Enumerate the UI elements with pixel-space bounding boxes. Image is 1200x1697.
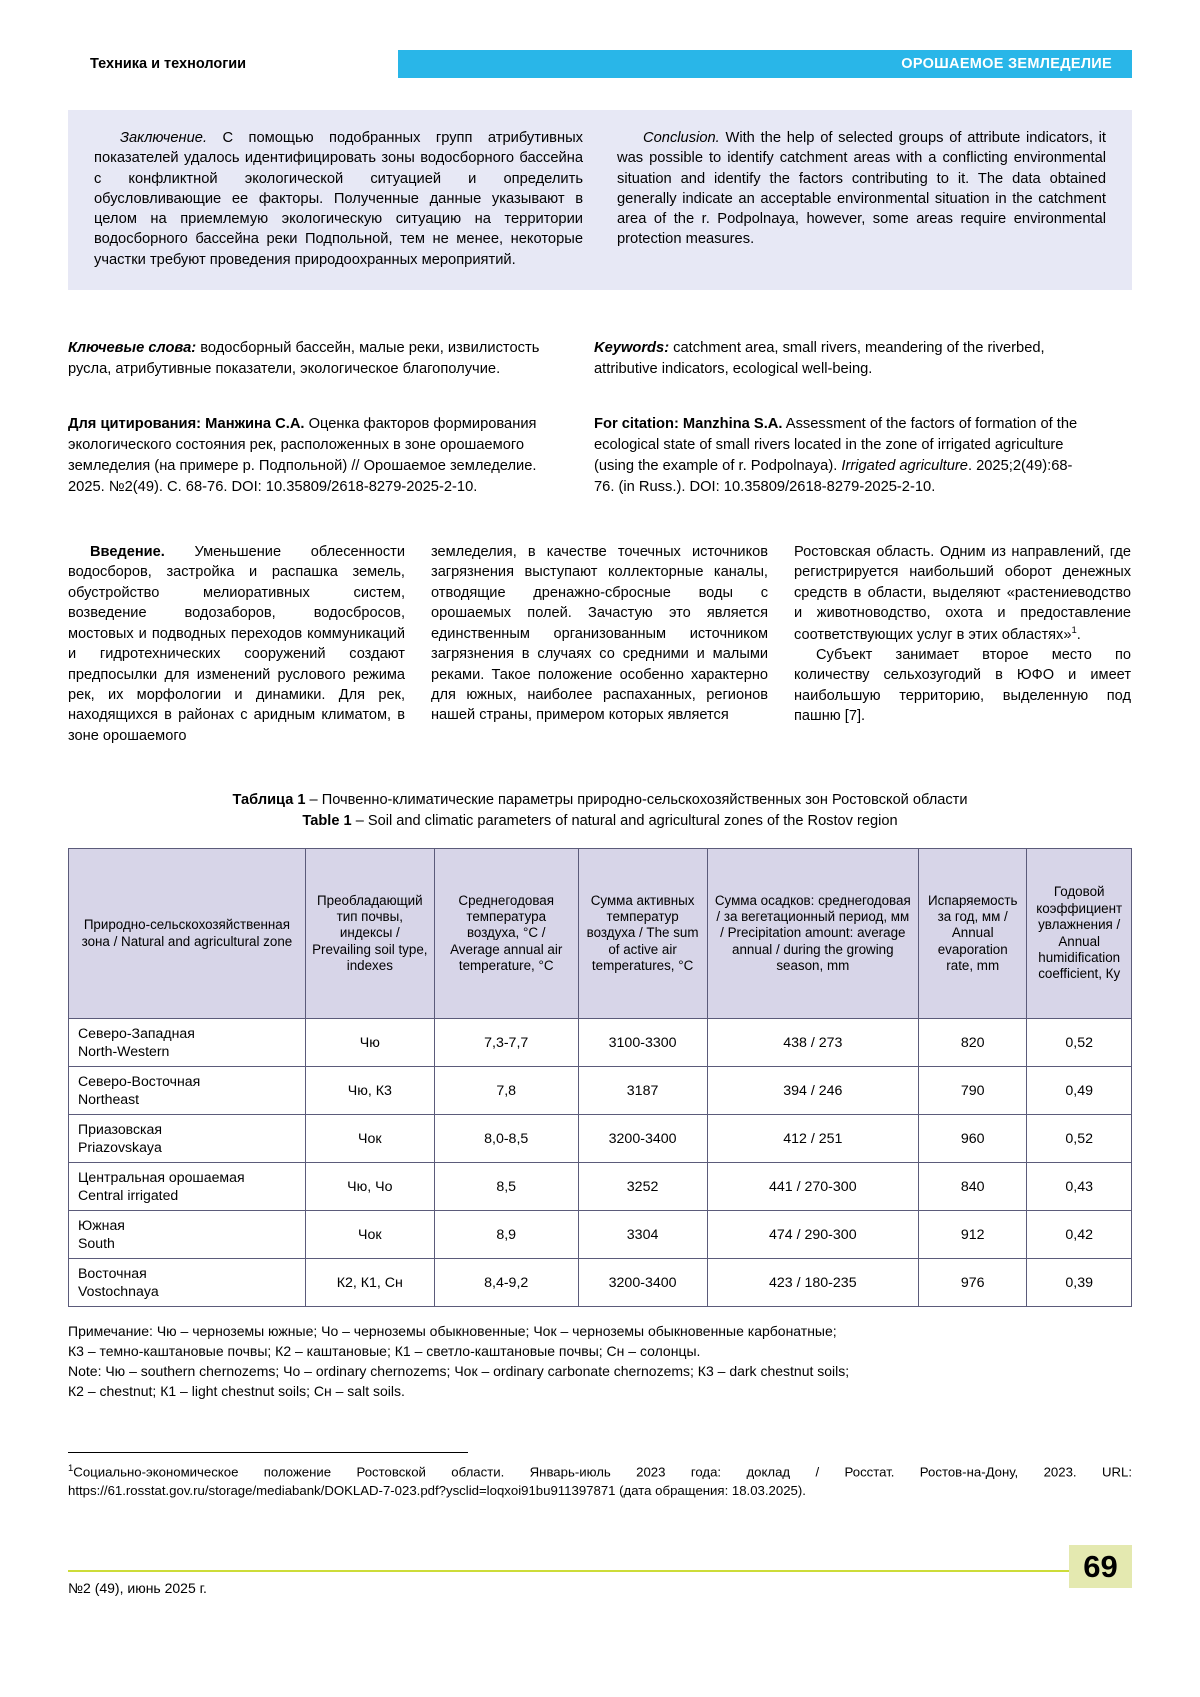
column-header-avg-temp: Среднегодовая температура воздуха, °С / Average annual air temperature, °С <box>434 849 578 1019</box>
cell-soil: Чок <box>305 1211 434 1259</box>
footer-divider <box>68 1570 1132 1572</box>
intro-column-3 <box>794 542 1131 746</box>
cell-zone <box>69 1115 306 1163</box>
citation-en-text-1: Assessment of the factors of formation of the ecological state of small rivers located in the zone of irrigated agriculture (using the example of r. Podpolnaya). <box>594 416 1078 474</box>
cell-evap: 912 <box>919 1211 1027 1259</box>
table-header-row <box>69 849 1132 1019</box>
soil-climate-table <box>68 848 1132 1307</box>
header-journal-title: ОРОШАЕМОЕ ЗЕМЛЕДЕЛИЕ <box>901 56 1112 72</box>
page-number: 69 <box>1069 1545 1132 1588</box>
cell-temp: 8,9 <box>434 1211 578 1259</box>
cell-ku: 0,43 <box>1027 1163 1132 1211</box>
cell-soil: Чю, Чо <box>305 1163 434 1211</box>
table-caption-en-label: Table 1 <box>302 813 352 830</box>
table-caption-en-text: – Soil and climatic parameters of natural and agricultural zones of the Rostov region <box>351 813 898 830</box>
keywords-en-text: catchment area, small rivers, meandering of the riverbed, attributive indicators, ecological well-being. <box>594 340 1045 377</box>
cell-evap: 976 <box>919 1259 1027 1307</box>
keywords-ru <box>68 338 560 379</box>
column-header-active-temp: Сумма активных температур воздуха / The sum of active air temperatures, °С <box>578 849 707 1019</box>
cell-soil: Чю, К3 <box>305 1067 434 1115</box>
cell-ku: 0,39 <box>1027 1259 1132 1307</box>
footnote <box>68 1462 1132 1500</box>
cell-soil: К2, К1, Сн <box>305 1259 434 1307</box>
citation-en-label: For citation: Manzhina S.A. <box>594 416 783 432</box>
zone-name-en: Vostochnaya <box>78 1282 159 1299</box>
table-row <box>69 1163 1132 1211</box>
column-header-humidification: Годовой коэффициент увлажнения / Annual humidification coefficient, Ку <box>1027 849 1132 1019</box>
cell-active-temp: 3200-3400 <box>578 1115 707 1163</box>
citation-row <box>68 414 1132 498</box>
footnote-divider <box>68 1452 468 1453</box>
intro-label: Введение. <box>90 544 165 560</box>
zone-name-ru: Северо-Восточная <box>78 1072 201 1089</box>
table-row <box>69 1019 1132 1067</box>
cell-evap: 820 <box>919 1019 1027 1067</box>
cell-soil: Чок <box>305 1115 434 1163</box>
citation-ru <box>68 414 560 498</box>
introduction-columns <box>68 542 1132 746</box>
abstract-ru-text: С помощью подобранных групп атрибутивных показателей удалось идентифицировать зоны водосборного бассейна с конфликтной экологической ситуацией и определить обусловливающие ее факторы. Полученные данные указывают в целом на приемлемую экологическую ситуацию на территории водосборного бассейна реки Подпольной, тем не менее, некоторые участки требуют проведения природоохранных мероприятий. <box>94 130 583 268</box>
note-line-4: К2 – chestnut; К1 – light chestnut soils; Сн – salt soils. <box>68 1382 405 1399</box>
cell-zone <box>69 1019 306 1067</box>
keywords-en <box>594 338 1086 379</box>
cell-ku: 0,42 <box>1027 1211 1132 1259</box>
cell-evap: 790 <box>919 1067 1027 1115</box>
abstract-en <box>617 128 1106 270</box>
abstract-ru <box>94 128 583 270</box>
citation-en-text-2: . 2025;2(49):68-76. (in Russ.). DOI: 10.35809/2618-8279-2025-2-10. <box>594 457 1073 495</box>
zone-name-en: North-Western <box>78 1042 170 1059</box>
abstract-box <box>68 110 1132 290</box>
cell-zone <box>69 1067 306 1115</box>
cell-temp: 7,8 <box>434 1067 578 1115</box>
citation-en <box>594 414 1086 498</box>
zone-name-ru: Северо-Западная <box>78 1024 195 1041</box>
keywords-en-label: Keywords: <box>594 340 670 356</box>
cell-evap: 840 <box>919 1163 1027 1211</box>
cell-precip: 438 / 273 <box>707 1019 918 1067</box>
cell-temp: 8,0-8,5 <box>434 1115 578 1163</box>
table-note <box>68 1322 1132 1402</box>
intro-col3-text-a-end: . <box>1076 626 1081 643</box>
table-caption-ru-label: Таблица 1 <box>232 792 306 808</box>
cell-ku: 0,49 <box>1027 1067 1132 1115</box>
keywords-row <box>68 338 1132 379</box>
note-line-3: Note: Чю – southern chernozems; Чо – ordinary chernozems; Чок – ordinary carbonate chernozems; К3 – dark chestnut soils; <box>68 1362 850 1379</box>
cell-active-temp: 3187 <box>578 1067 707 1115</box>
zone-name-en: Priazovskaya <box>78 1138 162 1155</box>
cell-temp: 7,3-7,7 <box>434 1019 578 1067</box>
table-caption-ru-text: – Почвенно-климатические параметры природно-сельскохозяйственных зон Ростовской области <box>305 792 968 808</box>
zone-name-en: South <box>78 1234 115 1251</box>
zone-name-ru: Южная <box>78 1216 125 1233</box>
cell-active-temp: 3100-3300 <box>578 1019 707 1067</box>
cell-evap: 960 <box>919 1115 1027 1163</box>
page-header <box>68 50 1132 78</box>
note-line-2: К3 – темно-каштановые почвы; К2 – каштановые; К1 – светло-каштановые почвы; Сн – солонцы. <box>68 1342 701 1359</box>
column-header-evaporation: Испаряемость за год, мм / Annual evaporation rate, mm <box>919 849 1027 1019</box>
cell-temp: 8,5 <box>434 1163 578 1211</box>
cell-precip: 412 / 251 <box>707 1115 918 1163</box>
column-header-zone: Природно-сельскохозяйственная зона / Natural and agricultural zone <box>69 849 306 1019</box>
zone-name-ru: Восточная <box>78 1264 147 1281</box>
cell-active-temp: 3252 <box>578 1163 707 1211</box>
abstract-en-label: Conclusion. <box>643 130 720 146</box>
cell-ku: 0,52 <box>1027 1115 1132 1163</box>
citation-en-journal: Irrigated agriculture <box>841 457 968 474</box>
table-row <box>69 1259 1132 1307</box>
table-row <box>69 1115 1132 1163</box>
abstract-ru-label: Заключение. <box>120 130 208 146</box>
cell-zone <box>69 1259 306 1307</box>
table-row <box>69 1067 1132 1115</box>
column-header-soil-type: Преобладающий тип почвы, индексы / Prevailing soil type, indexes <box>305 849 434 1019</box>
cell-precip: 394 / 246 <box>707 1067 918 1115</box>
cell-active-temp: 3200-3400 <box>578 1259 707 1307</box>
note-line-1: Примечание: Чю – черноземы южные; Чо – черноземы обыкновенные; Чок – черноземы обыкновенные карбонатные; <box>68 1323 837 1339</box>
footnote-text: Социально-экономическое положение Ростовской области. Январь-июль 2023 года: доклад / Росстат. Ростов-на-Дону, 2023. URL: https://61.rosstat.gov.ru/storage/mediabank/DOKLAD-7-023.pdf?ysclid=loqxoi91bu911397871 (дата обращения: 18.03.2025). <box>68 1464 1132 1498</box>
column-header-precipitation: Сумма осадков: среднегодовая / за вегетационный период, мм / Precipitation amount: average annual / during the growing season, mm <box>707 849 918 1019</box>
zone-name-ru: Центральная орошаемая <box>78 1168 245 1185</box>
keywords-ru-label: Ключевые слова: <box>68 340 197 356</box>
cell-soil: Чю <box>305 1019 434 1067</box>
footer-issue: №2 (49), июнь 2025 г. <box>68 1580 207 1596</box>
cell-precip: 423 / 180-235 <box>707 1259 918 1307</box>
cell-ku: 0,52 <box>1027 1019 1132 1067</box>
intro-column-2 <box>431 542 768 746</box>
footnote-marker-inline: 1 <box>1071 624 1077 636</box>
zone-name-en: Northeast <box>78 1090 140 1107</box>
cell-precip: 474 / 290-300 <box>707 1211 918 1259</box>
table-row <box>69 1211 1132 1259</box>
abstract-en-text: With the help of selected groups of attribute indicators, it was possible to identify catchment areas with a conflicting environmental situation and identify the factors contributing to it. The data obtained generally indicate an acceptable environmental situation in the catchment area of the r. Podpolnaya, however, some areas require environmental protection measures. <box>617 130 1106 248</box>
zone-name-ru: Приазовская <box>78 1120 162 1137</box>
table-body <box>69 1019 1132 1307</box>
header-section-title: Техника и технологии <box>68 50 398 78</box>
cell-precip: 441 / 270-300 <box>707 1163 918 1211</box>
intro-col3-text-b: Субъект занимает второе место по количеству сельхозугодий в ЮФО и имеет наибольшую территорию, выделенную под пашню [7]. <box>794 646 1131 725</box>
zone-name-en: Central irrigated <box>78 1186 179 1203</box>
intro-col3-text-a: Ростовская область. Одним из направлений, где регистрируется наибольший оборот денежных средств в области, выделяют «растениеводство и животноводство, охота и предоставление соответствующих услуг в этих областях» <box>794 544 1131 643</box>
intro-col1-text: Уменьшение облесенности водосборов, застройка и распашка земель, обустройство мелиоративных систем, возведение водозаборов, водосбросов, мостовых и подводных переходов коммуникаций и гидротехнических сооружений создают предпосылки для изменений руслового режима рек, их морфологии и динамики. Для рек, находящихся в районах с аридным климатом, в зоне орошаемого <box>68 544 405 744</box>
intro-col2-text: земледелия, в качестве точечных источников загрязнения выступают коллекторные каналы, отводящие дренажно-сбросные воды с орошаемых полей. Зачастую это является единственным организованным источником загрязнения в случаях со средними и малыми реками. Такое положение особенно характерно для южных, наиболее распаханных, регионов нашей страны, примером которых является <box>431 544 768 724</box>
cell-zone <box>69 1211 306 1259</box>
cell-temp: 8,4-9,2 <box>434 1259 578 1307</box>
intro-column-1 <box>68 542 405 746</box>
footnote-marker: 1 <box>68 1463 74 1474</box>
citation-ru-label: Для цитирования: Манжина С.А. <box>68 416 305 432</box>
cell-active-temp: 3304 <box>578 1211 707 1259</box>
table-caption <box>68 790 1132 832</box>
cell-zone <box>69 1163 306 1211</box>
keywords-ru-text: водосборный бассейн, малые реки, извилистость русла, атрибутивные показатели, экологическое благополучие. <box>68 340 540 377</box>
citation-ru-text: Оценка факторов формирования экологического состояния рек, расположенных в зоне орошаемого земледелия (на примере р. Подпольной) // Орошаемое земледелие. 2025. №2(49). С. 68-76. DOI: 10.35809/2618-8279-2025-2-10. <box>68 416 537 495</box>
